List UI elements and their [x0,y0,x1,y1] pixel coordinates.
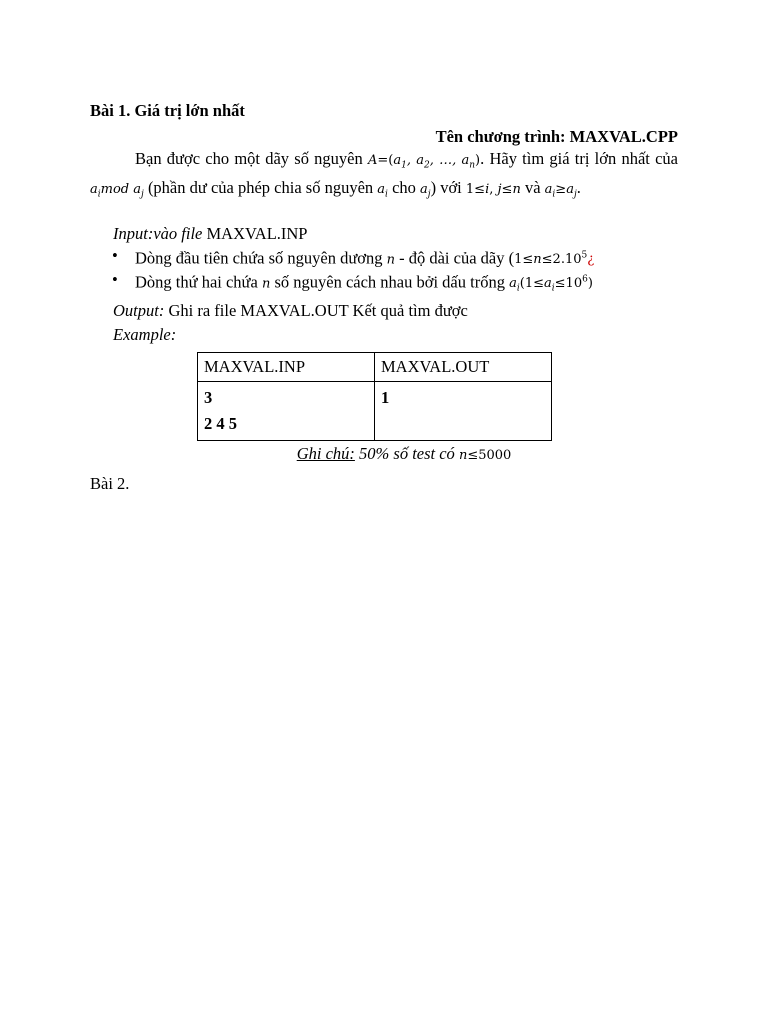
note: Ghi chú: 50% số test có n≤5000 [296,443,512,463]
example-output-cell: 1 [375,381,552,440]
next-problem-title: Bài 2. [90,473,130,493]
problem-title: Bài 1. Giá trị lớn nhất [90,101,245,120]
formula-ai: $a_i$ [377,181,388,200]
example-input-cell: 3 2 4 5 [198,381,375,440]
formula-range: 1≤i, j≤n [465,181,521,197]
formula-condition: $a_i\ge a_j$ [544,181,577,200]
formula-ai-range: $a_i(1\le a_i\le 10^6)$ [509,275,593,294]
example-heading: Example: [113,324,177,344]
formula-note: n≤5000 [458,447,512,463]
formula-sequence: A [368,153,378,168]
list-item: • Dòng đầu tiên chứa số nguyên dương n - độ dài của dãy ($1\le n\le 2.10^5¿$ [112,245,595,268]
input-spec-list [90,246,678,299]
output-heading: Output: Ghi ra file MAXVAL.OUT Kết quả tìm được [113,300,468,320]
document-page [90,100,678,495]
bullet-icon: • [112,270,118,290]
formula-mod: $a_imod$ $a_j$ [90,181,144,200]
table-row [198,381,552,440]
problem-statement: Bạn được cho một dãy số nguyên $A=(a_1$, $a_2$, …, $a_n$). Hãy tìm giá trị lớn nhất của $a_imod$ $a_j$ (phần dư của phép chia số nguyên $a_i$ cho $a_j$) với 1≤i, j≤n và $a_i\ge a_j$. [90,149,679,200]
table-header-input: MAXVAL.INP [198,352,375,381]
input-heading: Input:vào file MAXVAL.INP [113,223,308,243]
bullet-icon: • [112,245,118,265]
example-table [197,352,552,441]
list-item: • Dòng thứ hai chứa n số nguyên cách nhau bởi dấu trống $a_i(1\le a_i\le 10^6)$ [112,270,593,294]
table-header-output: MAXVAL.OUT [375,352,552,381]
formula-n-range: $1\le n\le 2.10^5¿$ [514,250,595,268]
program-name: Tên chương trình: MAXVAL.CPP [435,127,678,146]
formula-aj: $a_j$ [420,181,431,200]
